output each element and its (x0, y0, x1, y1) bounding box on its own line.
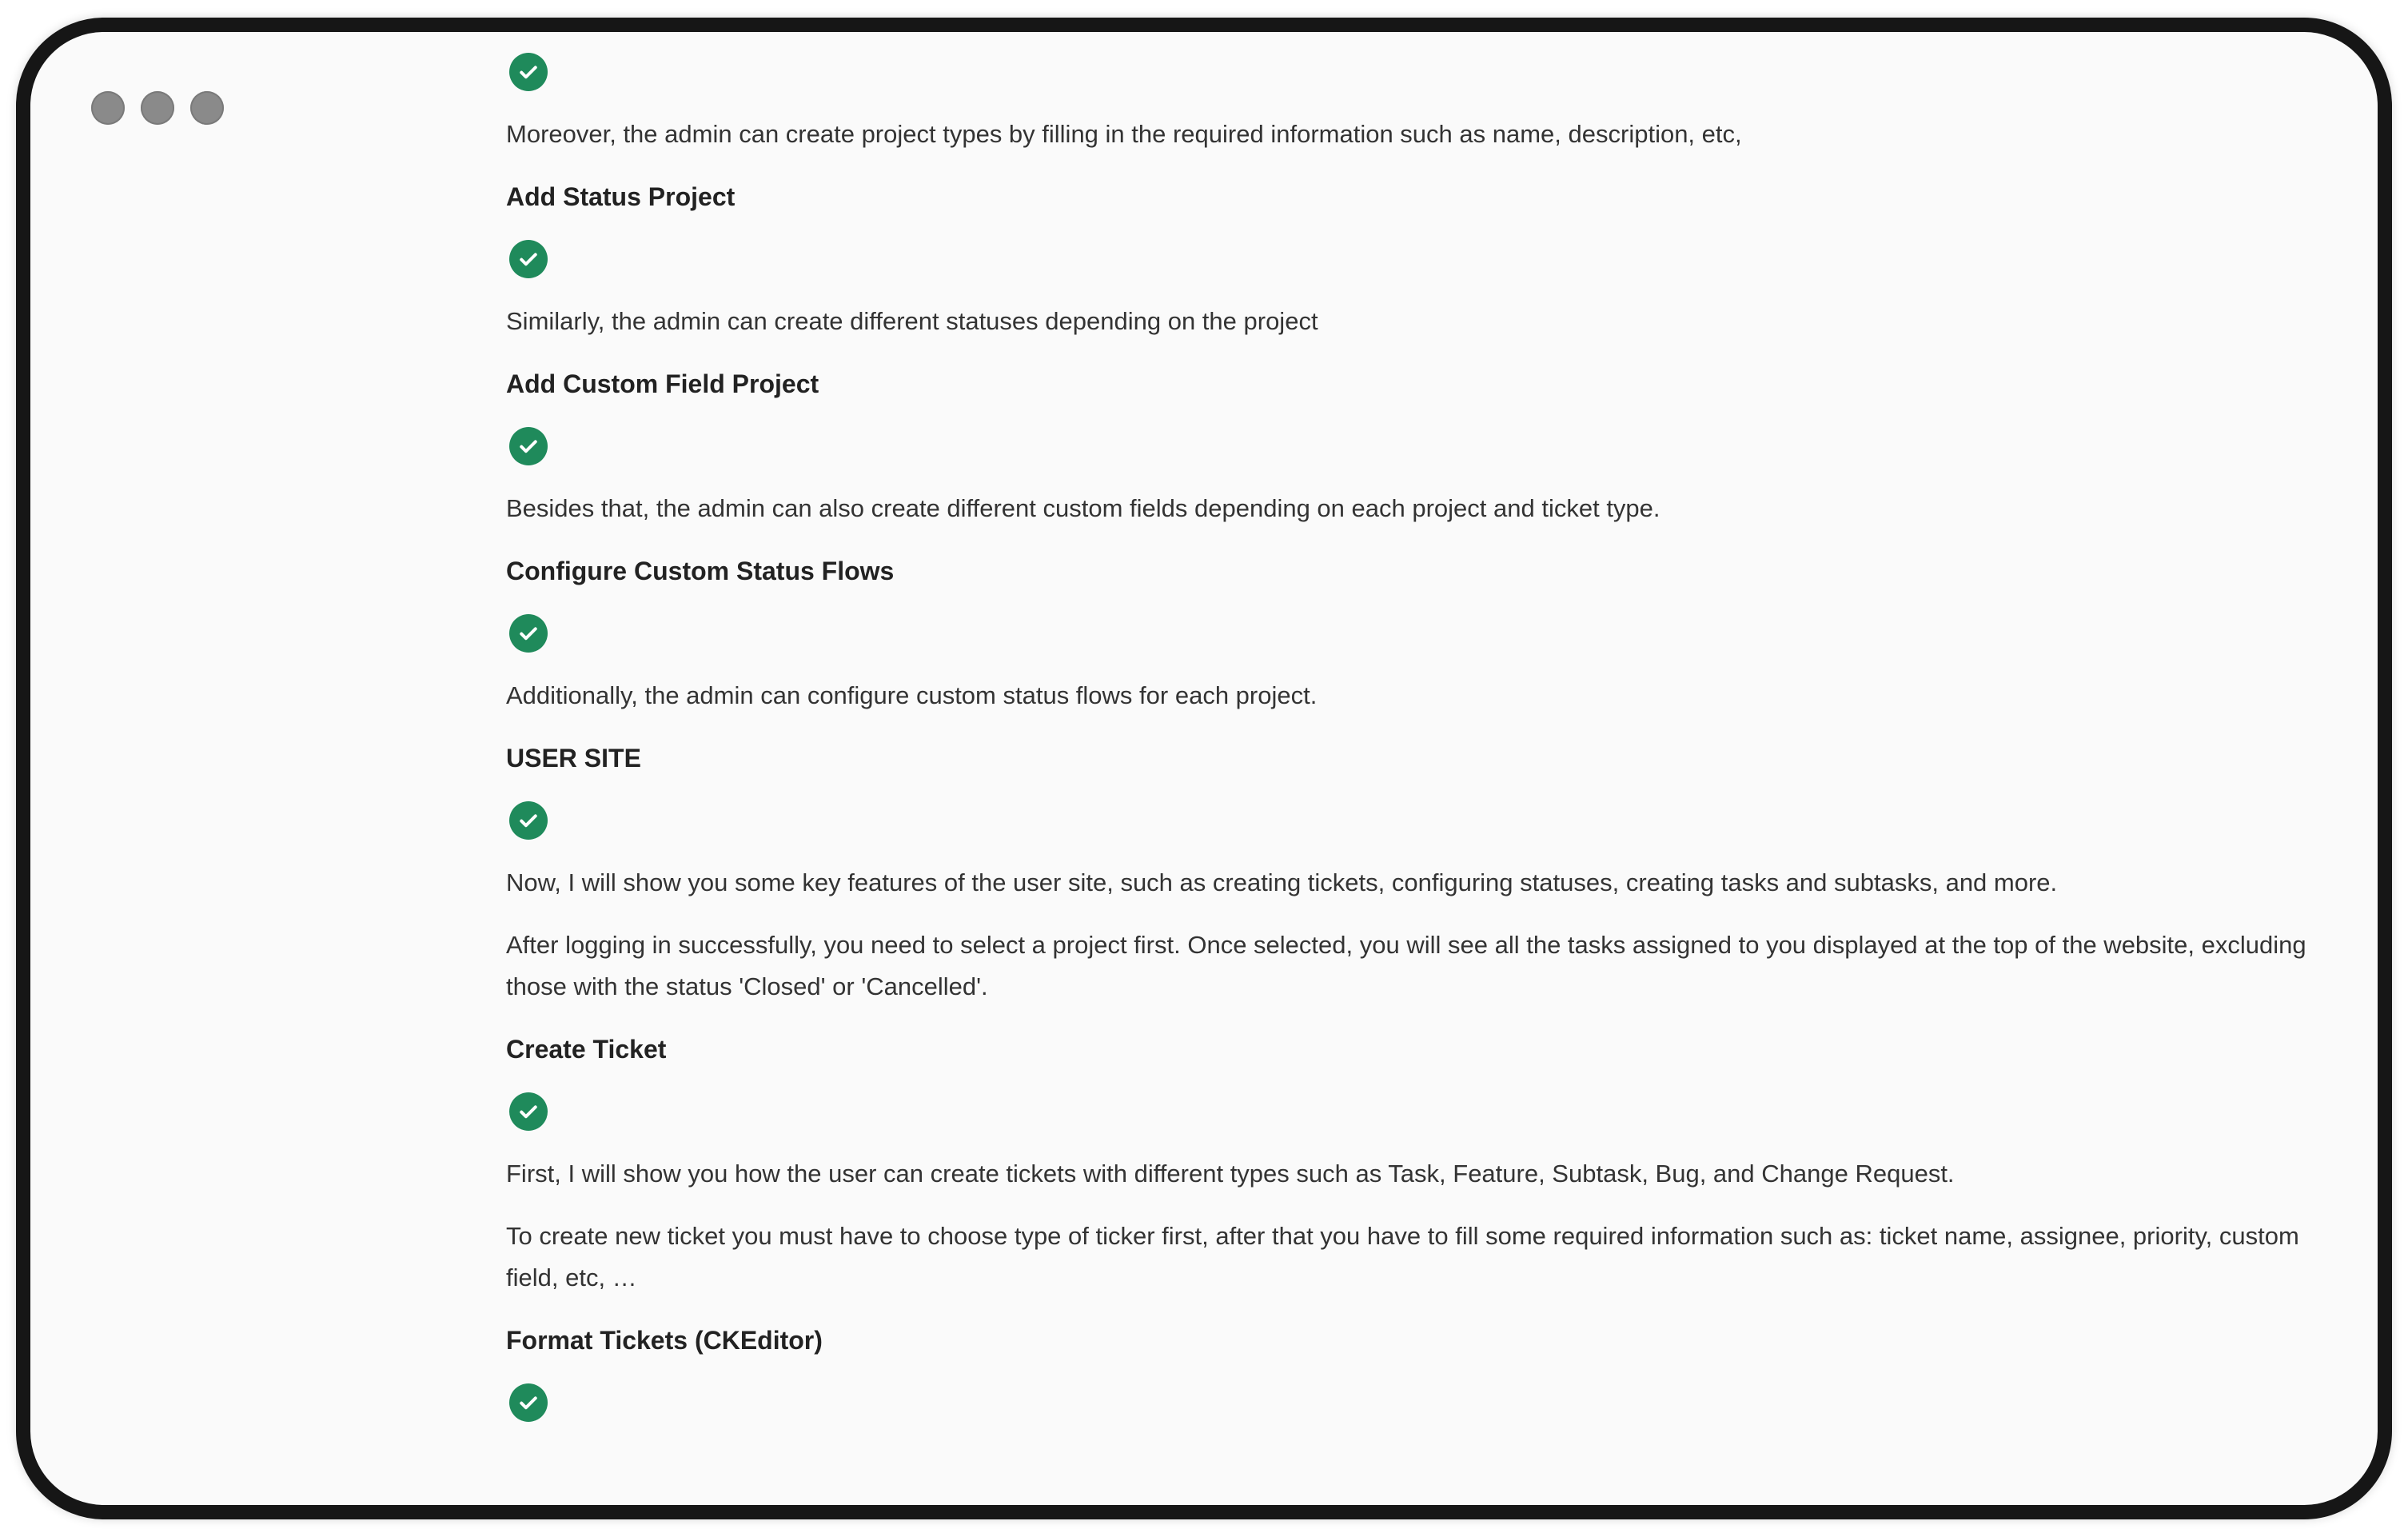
window-controls (91, 91, 224, 125)
article-content (506, 53, 2313, 1422)
heading-format-tickets: Format Tickets (CKEditor) (506, 1326, 823, 1355)
paragraph-create-ticket-types: First, I will show you how the user can create tickets with different types such as Task, Feature, Subtask, Bug, and Change Request. (506, 1160, 1955, 1188)
heading-create-ticket: Create Ticket (506, 1035, 667, 1064)
paragraph-after-login: After logging in successfully, you need to select a project first. Once selected, you will see all the tasks assigned to you displayed at the top of the website, excluding those with the status 'Closed' or 'Cancelled'. (506, 931, 2306, 1000)
heading-add-custom-field-project: Add Custom Field Project (506, 369, 819, 398)
close-window-button[interactable] (91, 91, 125, 125)
check-circle-icon (509, 53, 548, 91)
check-circle-icon (509, 801, 548, 840)
check-circle-icon (509, 614, 548, 653)
maximize-window-button[interactable] (190, 91, 224, 125)
check-circle-icon (509, 240, 548, 278)
minimize-window-button[interactable] (141, 91, 174, 125)
check-circle-icon (509, 1383, 548, 1422)
paragraph-project-types: Moreover, the admin can create project types by filling in the required information such as name, description, etc, (506, 120, 1742, 148)
paragraph-user-site-intro: Now, I will show you some key features of the user site, such as creating tickets, configuring statuses, creating tasks and subtasks, and more. (506, 868, 2058, 896)
heading-user-site: USER SITE (506, 744, 641, 772)
paragraph-status-flows: Additionally, the admin can configure custom status flows for each project. (506, 681, 1318, 709)
check-circle-icon (509, 1092, 548, 1131)
paragraph-custom-fields: Besides that, the admin can also create different custom fields depending on each project and ticket type. (506, 494, 1660, 522)
check-circle-icon (509, 427, 548, 465)
paragraph-create-ticket-steps: To create new ticket you must have to choose type of ticker first, after that you have to fill some required information such as: ticket name, assignee, priority, custom field, etc, … (506, 1222, 2299, 1291)
paragraph-statuses: Similarly, the admin can create different statuses depending on the project (506, 307, 1318, 335)
app-window (16, 18, 2392, 1519)
heading-add-status-project: Add Status Project (506, 182, 736, 211)
heading-configure-custom-status-flows: Configure Custom Status Flows (506, 557, 895, 585)
